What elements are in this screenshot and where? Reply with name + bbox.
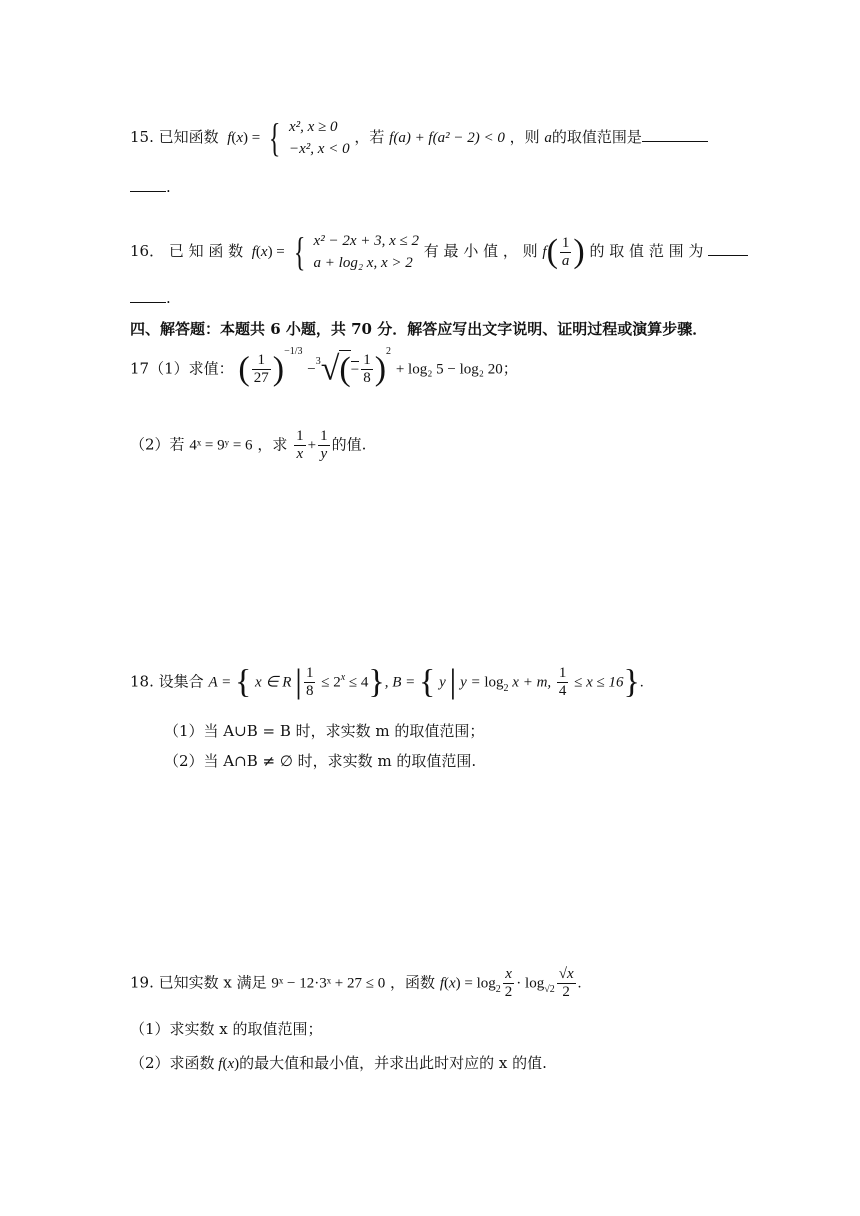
question-text: ，函数 <box>390 973 436 992</box>
case-2: a + log₂ x, x > 2 <box>313 255 413 271</box>
question-number: 16． <box>130 242 165 260</box>
function-name: f <box>223 130 232 146</box>
question-16: 16． 已 知 函 数 f(x) = { x² − 2x + 3, x ≤ 2 a + log₂ x, x > 2 有 最 小 值 ， 则 f( $\frac{1}{a}$ ) 的 取 值 范 围 为 <box>130 230 748 274</box>
exponent: −1/3 <box>284 345 303 357</box>
question-text: 的值. <box>331 435 367 454</box>
question-17-part-2: （2）若 4ˣ = 9ʸ = 6 ，求 $\frac{1}{x}$ + $\frac{1}{y}$ 的值. <box>130 428 367 462</box>
question-text: 已 知 函 数 <box>168 242 244 260</box>
function-definition: f <box>439 975 444 992</box>
fraction-1-over-x: $\frac{1}{x}$ <box>296 428 304 462</box>
log-expression: + log₂ 5 − log₂ 20； <box>395 361 518 378</box>
set-a-definition: A = <box>208 674 235 691</box>
case-1: x² − 2x + 3, x ≤ 2 <box>313 233 419 249</box>
question-18: 18. 设集合 A = { x ∈ R | $\frac{1}{8}$ ≤ $2^x \le 4$}, B = { y | $y = \log_2 x + m$, $\frac{1}{4}$ ≤ x ≤ 16}. <box>130 663 644 701</box>
question-number: 17 <box>130 359 150 378</box>
part-label: （2）求函数 <box>130 1054 215 1072</box>
question-number: 18. <box>130 672 154 691</box>
piecewise-brace: { <box>268 115 281 160</box>
answer-blank-continued[interactable] <box>130 302 166 303</box>
question-text: ，则 <box>509 128 540 146</box>
answer-blank[interactable] <box>708 255 748 256</box>
inequality: 9ˣ − 12·3ˣ + 27 ≤ 0 <box>271 975 386 992</box>
function-name: f <box>247 244 256 260</box>
case-2: −x², x < 0 <box>289 141 350 157</box>
question-15: 15. 已知函数 f(x) = { x², x ≥ 0 −x², x < 0 ，若 f(a) + f(a² − 2) < 0 ，则 a的取值范围是 <box>130 116 708 160</box>
part-label: （1）求值： <box>149 359 234 378</box>
question-text: 有 最 小 值 ， 则 <box>423 242 538 260</box>
fraction-1-over-a: $\frac{1}{a}$ <box>561 234 570 269</box>
question-text: 的 取 值 范 围 为 <box>589 242 704 260</box>
answer-blank-continued[interactable] <box>130 191 166 192</box>
question-16-blank-line: . <box>130 289 171 307</box>
piecewise-brace: { <box>293 229 305 274</box>
question-text: 设集合 <box>158 672 204 691</box>
question-18-part-2: （2）当 A∩B ≠ ∅ 时，求实数 m 的取值范围. <box>164 752 477 770</box>
question-number: 15. <box>130 128 154 146</box>
question-text: ，求 <box>257 435 288 454</box>
question-number: 19. <box>130 973 154 992</box>
part-label: （2）若 <box>130 435 185 454</box>
condition: 4ˣ = 9ʸ = 6 <box>189 437 253 454</box>
question-18-part-1: （1）当 A∪B = B 时，求实数 m 的取值范围； <box>164 722 485 740</box>
piecewise-cases <box>289 116 350 160</box>
question-17-part-1: 17（1）求值： ( $\frac{1}{27}$ )$^{-1/3}$ −$^3$√(− $\frac{1}{8}$ )$^2$ + log₂ 5 − log₂ 20； <box>130 345 518 388</box>
condition: f(a) + f(a² − 2) < 0 <box>389 130 505 146</box>
question-text: 的取值范围是 <box>551 128 642 146</box>
fraction-1-8: $\frac{1}{8}$ <box>363 352 371 386</box>
question-19: 19. 已知实数 x 满足 9ˣ − 12·3ˣ + 27 ≤ 0 ，函数 $f(x) = \log_2$ $\frac{x}{2}$ · $\log_{√2}$ $\frac{√x}{2}$ . <box>130 966 582 1000</box>
answer-blank[interactable] <box>642 141 708 142</box>
question-19-part-2: （2）求函数 f(x)的最大值和最小值，并求出此时对应的 x 的值. <box>130 1054 547 1072</box>
section-heading: 四、解答题：本题共 6 小题，共 70 分．解答应写出文字说明、证明过程或演算步骤． <box>130 320 708 338</box>
question-text: 已知函数 <box>158 128 219 146</box>
question-text: ，若 <box>354 128 385 146</box>
piecewise-cases <box>314 230 419 274</box>
case-1: x², x ≥ 0 <box>289 119 338 135</box>
question-15-blank-line: . <box>130 178 171 196</box>
fraction-1-over-y: $\frac{1}{y}$ <box>320 428 328 462</box>
set-b-definition: B = <box>392 674 420 691</box>
question-19-part-1: （1）求实数 x 的取值范围； <box>130 1020 323 1038</box>
question-text: 已知实数 x 满足 <box>158 973 267 992</box>
fraction-1-27: $\frac{1}{27}$ <box>253 352 269 386</box>
variable: a <box>544 130 552 146</box>
function-value: f <box>542 244 547 260</box>
question-text: 的最大值和最小值，并求出此时对应的 x 的值. <box>239 1054 547 1072</box>
